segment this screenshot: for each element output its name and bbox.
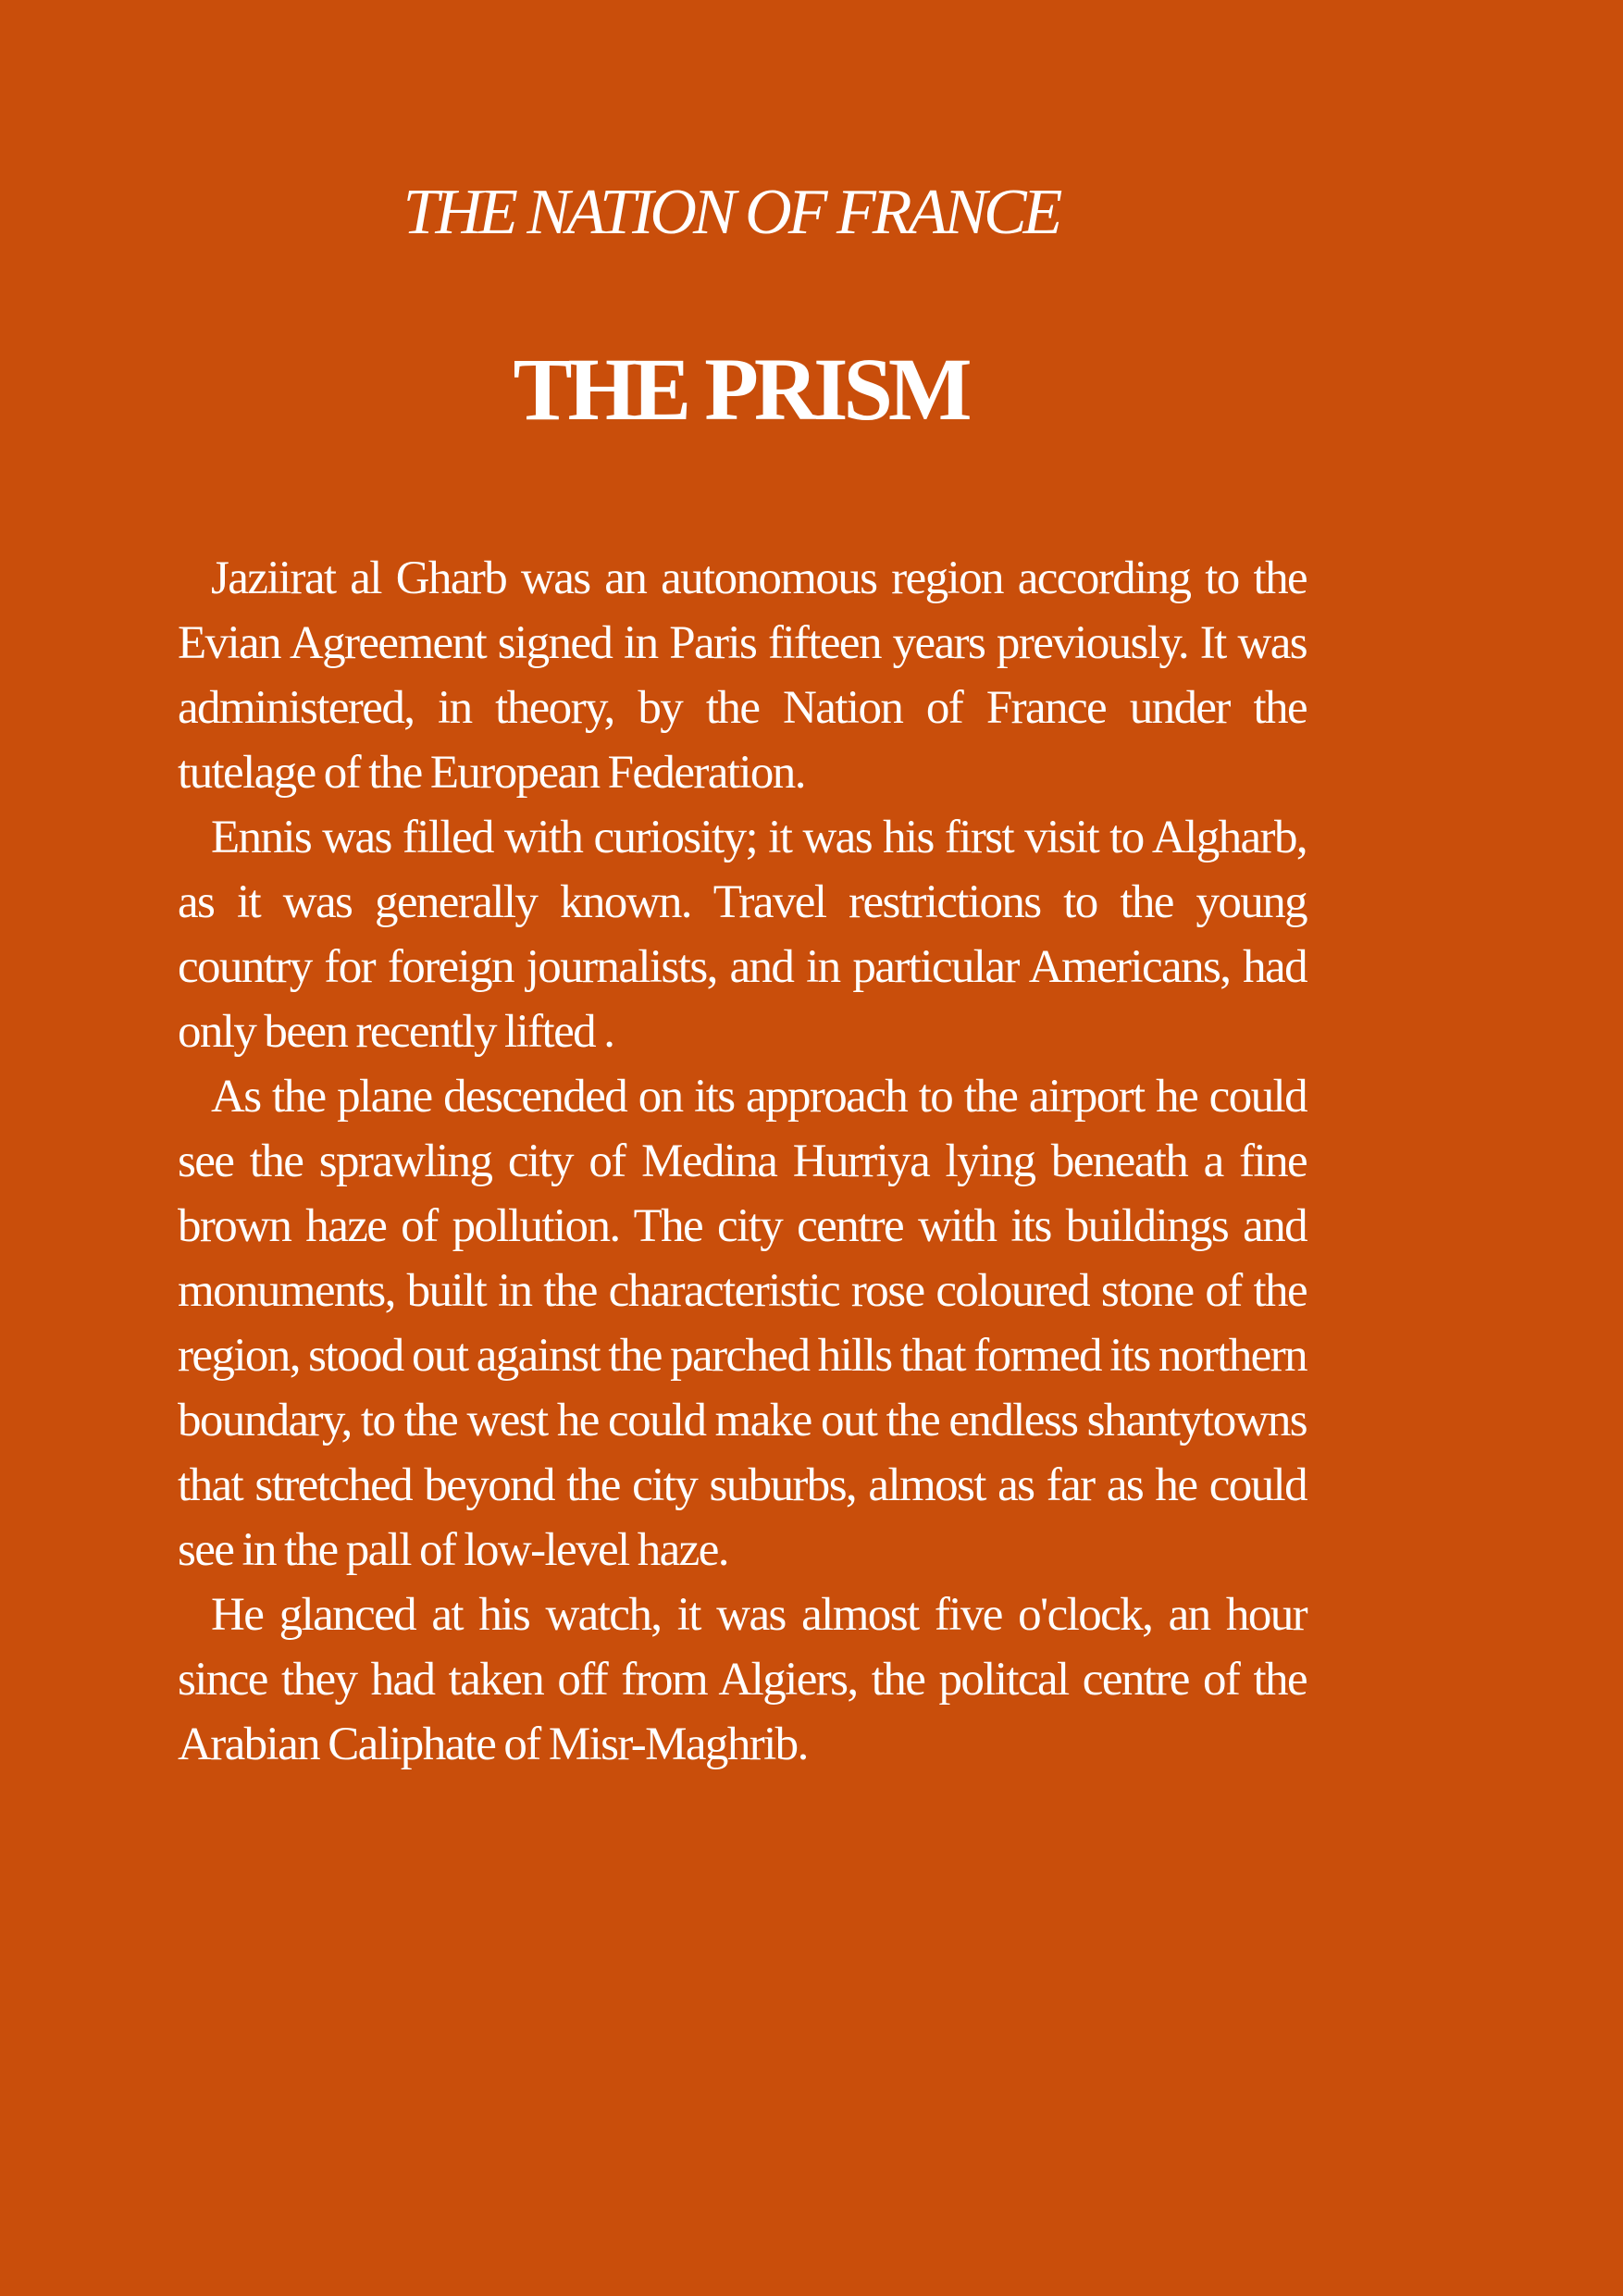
page-subtitle: THE NATION OF FRANCE xyxy=(403,177,1059,248)
paragraph: As the plane descended on its approach to the airport he could see the sprawling city of Medina Hurriya lying beneath a fine brown haze of pollution. The city centre with its buildings and monuments, built in the characteristic rose coloured stone of the region, stood out against the parched hills that formed its northern boundary, to the west he could make out the endless shantytowns that stretched beyond the city suburbs, almost as far as he could see in the pall of low-level haze. xyxy=(178,1071,1307,1576)
paragraph: Jaziirat al Gharb was an autonomous region according to the Evian Agreement signed in Paris fifteen years previously. It was administered, in theory, by the Nation of France under the tutelage of the European Federation. xyxy=(178,552,1307,799)
paragraph: He glanced at his watch, it was almost five o'clock, an hour since they had taken off from Algiers, the politcal centre of the Arabian Caliphate of Misr-Maghrib. xyxy=(178,1589,1307,1770)
paragraph: Ennis was filled with curiosity; it was his first visit to Algharb, as it was generally known. Travel restrictions to the young country for foreign journalists, and in particular Americans, had only been recently lifted . xyxy=(178,812,1307,1058)
body-text xyxy=(178,546,1307,1777)
page-title: THE PRISM xyxy=(513,340,968,439)
